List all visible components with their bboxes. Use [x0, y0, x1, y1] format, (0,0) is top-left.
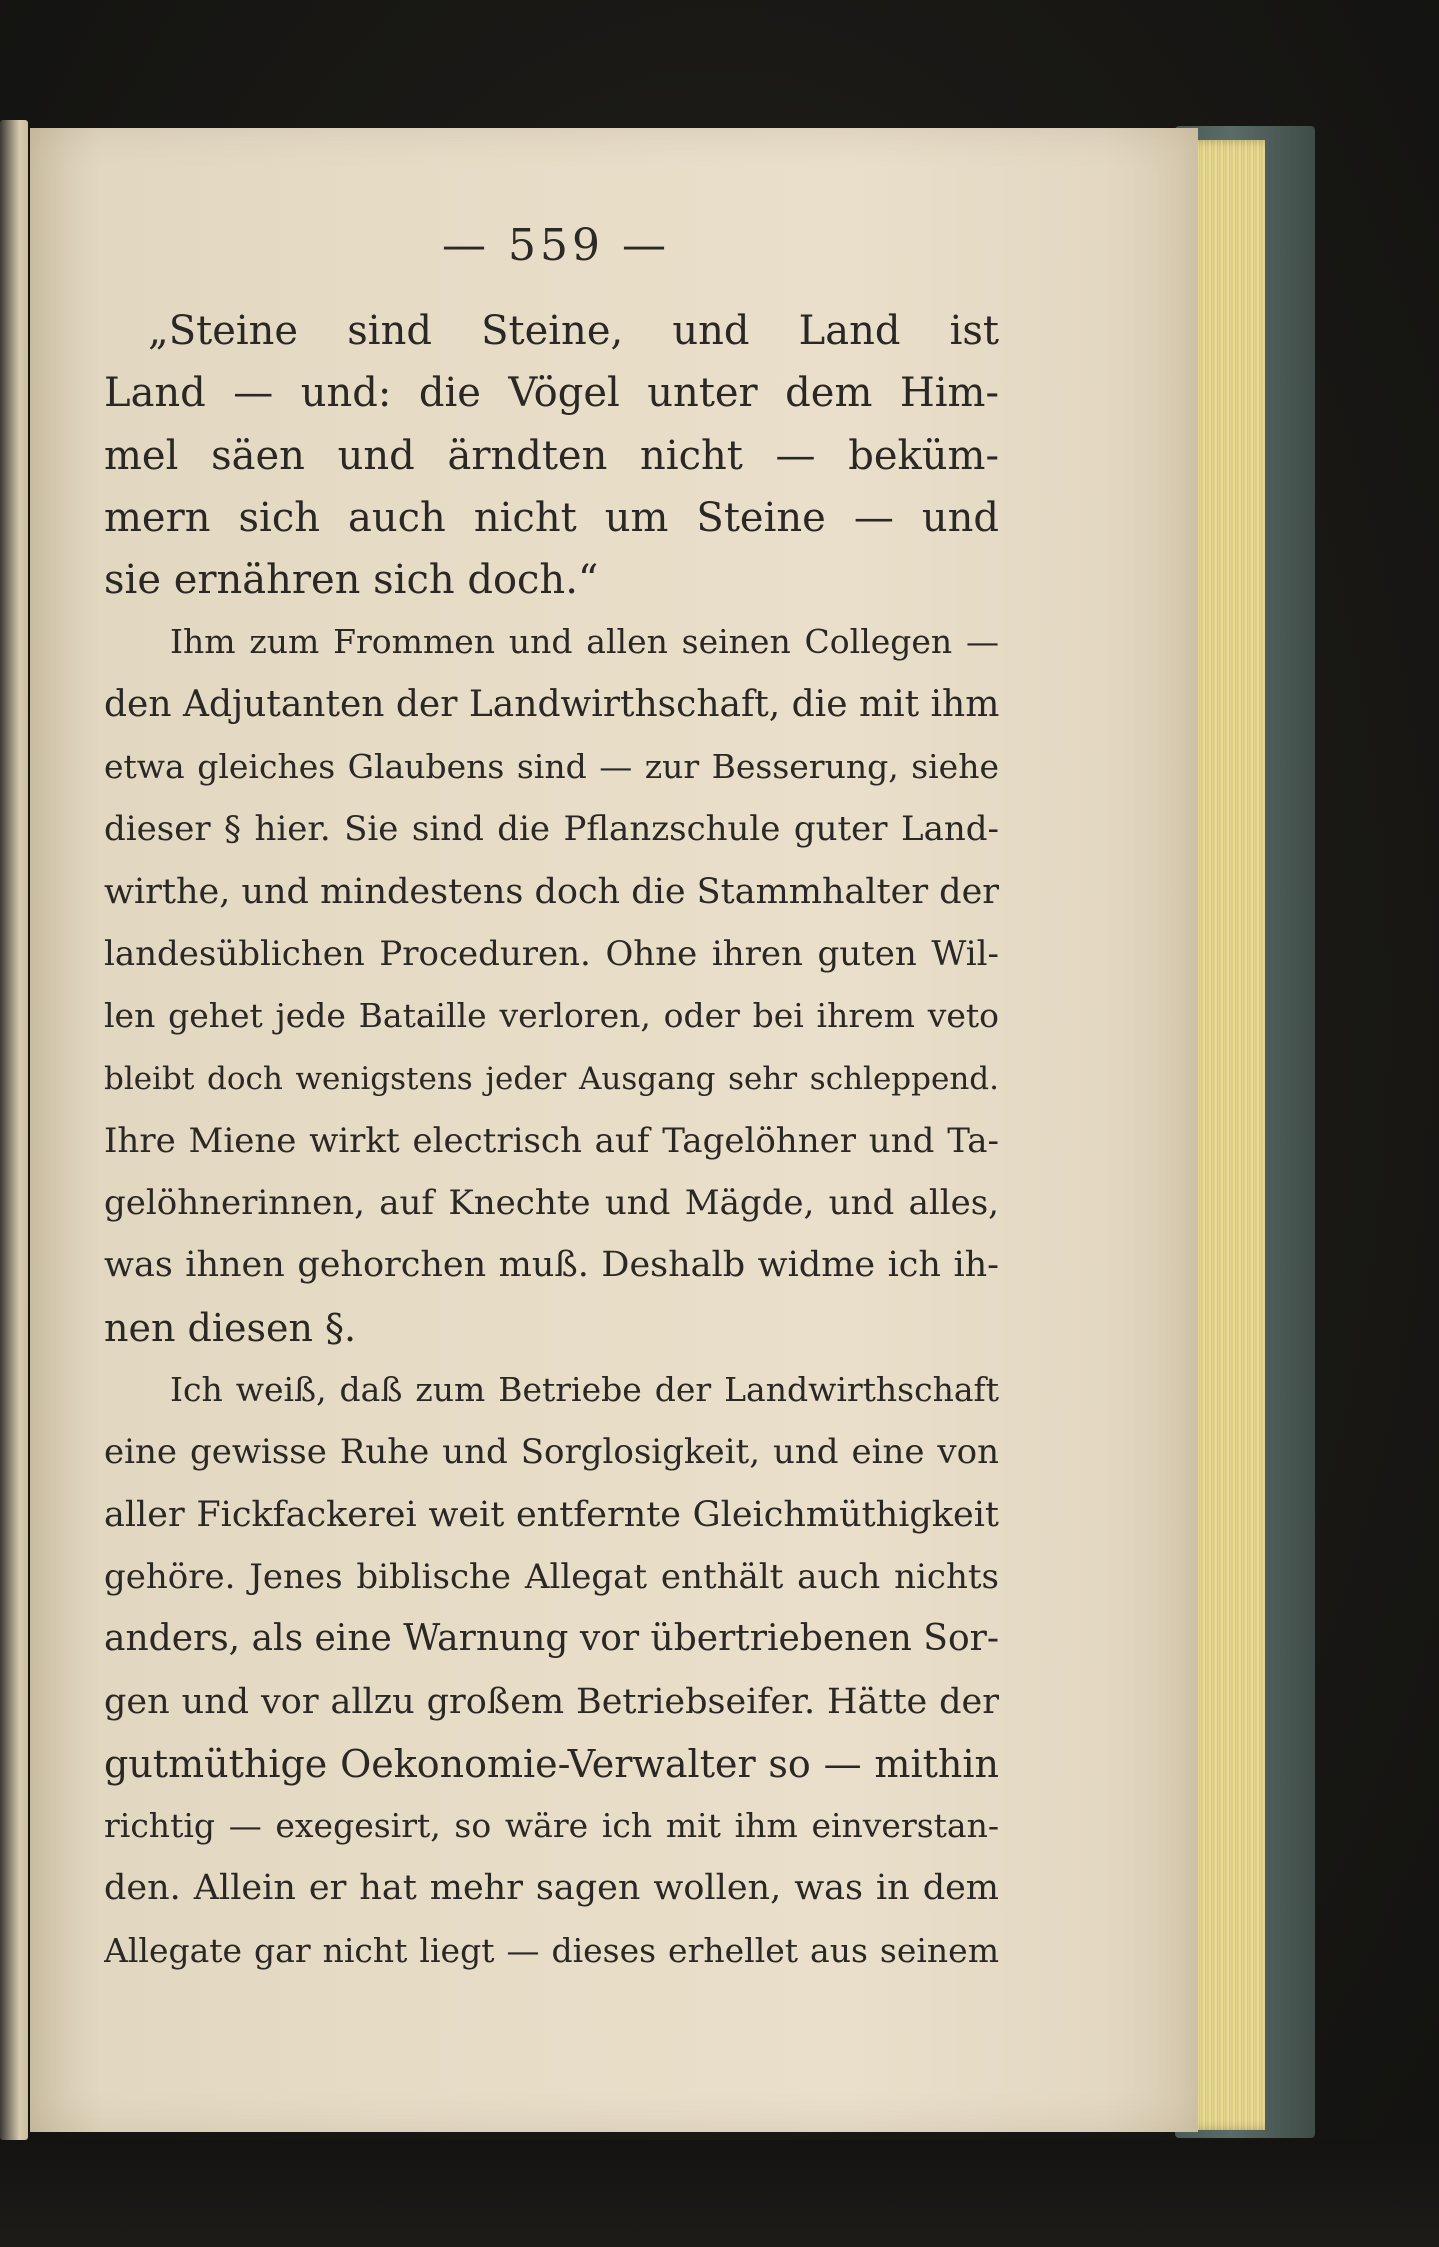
text-line: den. Allein er hat mehr sagen wollen, was in dem — [104, 1868, 999, 1909]
book-cover-left — [0, 120, 28, 2140]
text-line: mel säen und ärndten nicht — beküm- — [104, 432, 999, 479]
text-line: wirthe, und mindestens doch die Stammhalter der — [104, 871, 999, 912]
text-line: mern sich auch nicht um Steine — und — [104, 494, 999, 541]
text-line: gehöre. Jenes biblische Allegat enthält auch nichts — [104, 1556, 999, 1597]
text-line: gen und vor allzu großem Betriebseifer. Hätte der — [104, 1681, 999, 1722]
text-line: gutmüthige Oekonomie-Verwalter so — mithin — [104, 1741, 999, 1786]
text-line: Ihre Miene wirkt electrisch auf Tagelöhner und Ta- — [104, 1120, 999, 1161]
text-line: landesüblichen Proceduren. Ohne ihren guten Wil- — [104, 933, 999, 974]
text-line: den Adjutanten der Landwirthschaft, die mit ihm — [104, 683, 999, 725]
page-number: — 559 — — [442, 220, 670, 271]
text-line: eine gewisse Ruhe und Sorglosigkeit, und eine von — [104, 1432, 999, 1473]
text-line: „Steine sind Steine, und Land ist — [148, 308, 999, 354]
text-line: was ihnen gehorchen muß. Deshalb widme ich ih- — [104, 1245, 999, 1286]
text-line: anders, als eine Warnung vor übertriebenen Sor- — [104, 1618, 999, 1660]
text-line: nen diesen §. — [104, 1305, 357, 1350]
text-line: gelöhnerinnen, auf Knechte und Mägde, und alles, — [104, 1183, 999, 1224]
page-text — [104, 300, 999, 1982]
text-line: bleibt doch wenigstens jeder Ausgang sehr schleppend. — [104, 1060, 999, 1097]
text-line: Ich weiß, daß zum Betriebe der Landwirthschaft — [170, 1370, 999, 1410]
text-line: Ihm zum Frommen und allen seinen Collegen — — [170, 622, 999, 662]
text-line: Land — und: die Vögel unter dem Him- — [104, 370, 999, 417]
text-line: richtig — exegesirt, so wäre ich mit ihm einverstan- — [104, 1806, 999, 1846]
text-line: etwa gleiches Glaubens sind — zur Besserung, siehe — [104, 747, 999, 787]
text-line: aller Fickfackerei weit entfernte Gleichmüthigkeit — [104, 1494, 999, 1535]
text-line: sie ernähren sich doch.“ — [104, 557, 599, 604]
text-line: len gehet jede Bataille verloren, oder bei ihrem veto — [104, 996, 999, 1036]
text-line: Allegate gar nicht liegt — dieses erhellet aus seinem — [104, 1930, 999, 1970]
table-surface — [0, 2140, 1439, 2247]
text-line: dieser § hier. Sie sind die Pflanzschule guter Land- — [104, 809, 999, 850]
